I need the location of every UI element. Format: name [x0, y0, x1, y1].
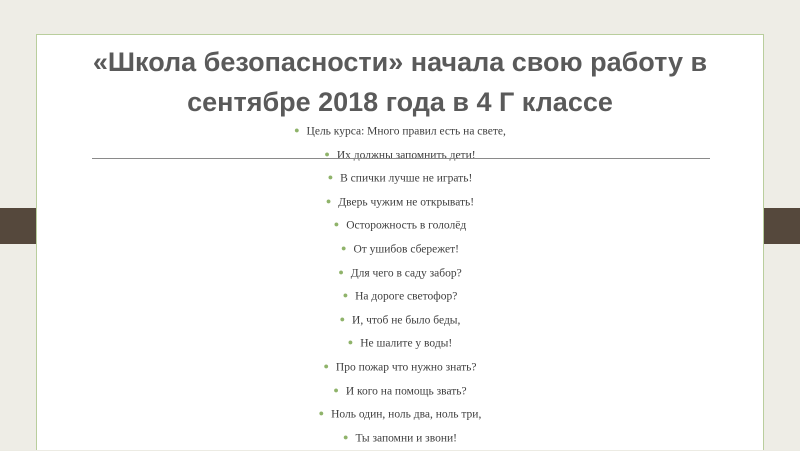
list-item: [80, 332, 720, 356]
list-item-text: И, чтоб не было беды,: [352, 314, 461, 327]
bullet-icon: ●: [327, 172, 334, 183]
bullet-icon: ●: [294, 125, 300, 135]
list-item-text: Их должны запомнить дети!: [336, 149, 476, 162]
bullet-icon: ●: [342, 290, 349, 301]
list-item: [80, 167, 720, 191]
list-item: [80, 427, 720, 451]
list-item-text: На дороге светофор?: [355, 290, 458, 303]
bullet-icon: ●: [323, 360, 329, 371]
list-item-text: Дверь чужим не открывать!: [338, 196, 475, 209]
list-item-text: Ноль один, ноль два, ноль три,: [331, 408, 482, 421]
list-item: [80, 144, 720, 168]
bullet-icon: ●: [341, 242, 347, 253]
list-item: [80, 262, 720, 286]
bullet-icon: ●: [333, 384, 339, 395]
list-item-text: И кого на помощь звать?: [345, 384, 467, 397]
list-item: [80, 380, 720, 404]
bullet-list: [80, 120, 720, 450]
list-item: [80, 120, 720, 144]
list-item: [80, 403, 720, 427]
bullet-icon: ●: [324, 148, 330, 159]
bullet-icon: ●: [339, 313, 346, 324]
list-item-text: Ты запомни и звони!: [355, 432, 457, 445]
list-item-text: Осторожность в гололёд: [346, 219, 467, 232]
list-item: [80, 214, 720, 238]
bullet-icon: ●: [338, 266, 344, 277]
list-item: [80, 356, 720, 380]
bullet-icon: ●: [325, 195, 332, 206]
underline-rule: [92, 158, 710, 159]
list-item: [80, 191, 720, 215]
list-item: [80, 309, 720, 333]
list-item: [80, 285, 720, 309]
list-item: [80, 238, 720, 262]
list-item-text: Не шалите у воды!: [360, 337, 453, 350]
bullet-icon: ●: [318, 408, 325, 419]
list-item-text: Цель курса: Много правил есть на свете,: [306, 125, 506, 138]
bullet-icon: ●: [347, 337, 354, 348]
bullet-icon: ●: [343, 431, 349, 442]
list-item-text: От ушибов сбережет!: [353, 243, 459, 256]
list-item-text: Для чего в саду забор?: [350, 267, 462, 279]
list-item-text: Про пожар что нужно знать?: [335, 361, 477, 374]
bullet-icon: ●: [333, 219, 340, 230]
slide-title: «Школа безопасности» начала свою работу в сентябре 2018 года в 4 Г классе: [92, 47, 708, 117]
list-item-text: В спички лучше не играть!: [340, 172, 473, 185]
